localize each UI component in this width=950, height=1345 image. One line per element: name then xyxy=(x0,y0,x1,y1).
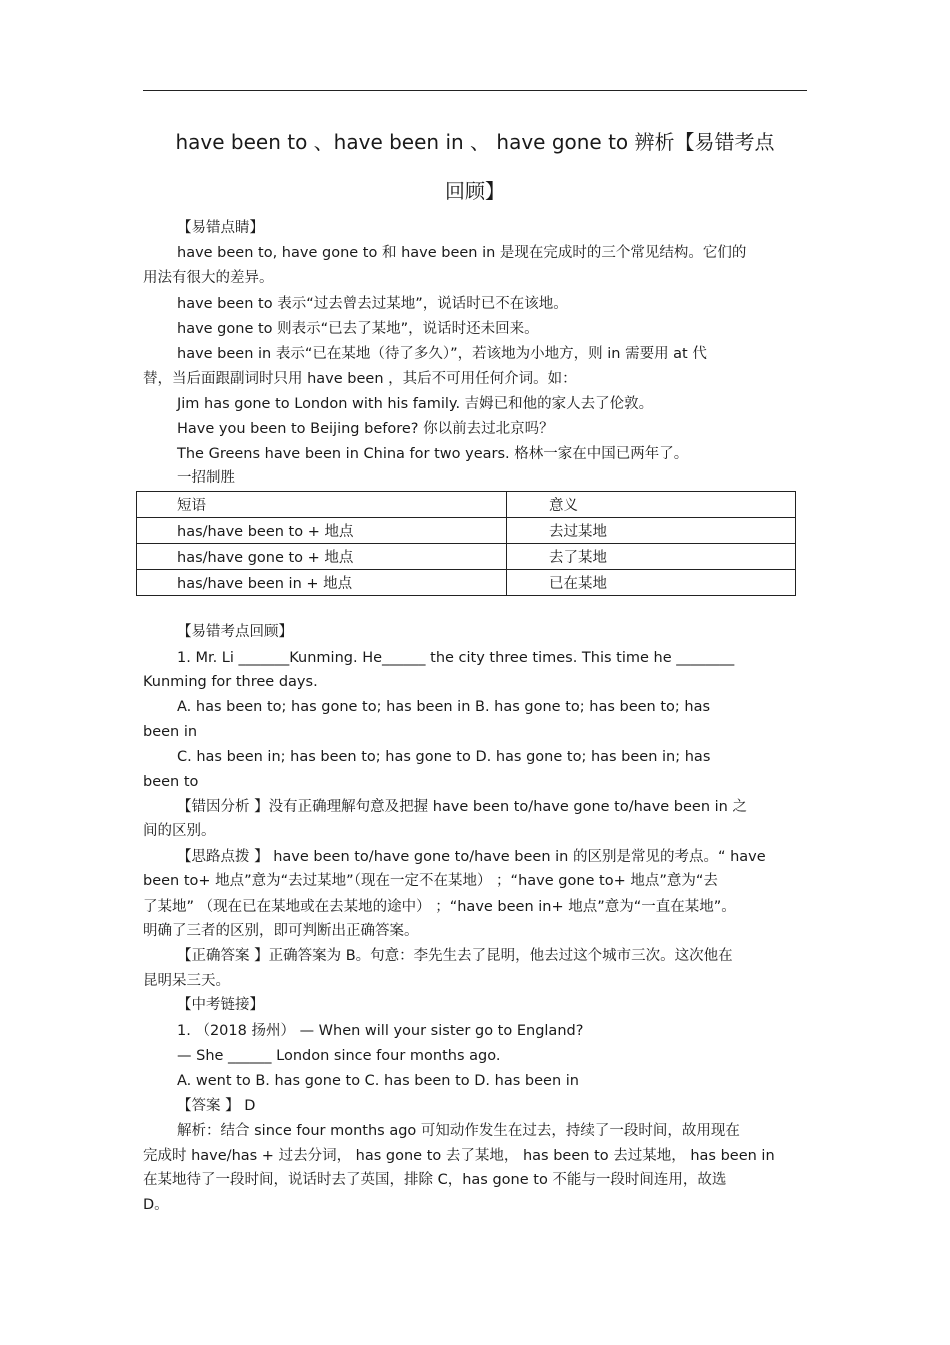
exam-answer: 【答案 】 D xyxy=(177,1098,256,1114)
table-row xyxy=(137,570,796,596)
table-cell: 已在某地 xyxy=(507,570,796,596)
solution-tip: 【思路点拨 】 have been to/have gone to/have been in 的区别是常见的考点。“ have xyxy=(177,849,766,865)
rule-been-in: have been in 表示“已在某地（待了多久）”，若该地为小地方，则 in 需要用 at 代 xyxy=(177,346,707,362)
question-1-cont: Kunming for three days. xyxy=(143,674,318,690)
page-title: have been to 、have been in 、 have gone to 辨析【易错考点 xyxy=(175,130,775,154)
page-title-cont: 回顾】 xyxy=(445,179,505,203)
table-header-cell: 意义 xyxy=(507,492,796,518)
exam-question: 1. （2018 扬州） — When will your sister go to England? xyxy=(177,1023,584,1039)
options-b-cont: been in xyxy=(143,724,198,740)
rule-gone-to: have gone to 则表示“已去了某地”，说话时还未回来。 xyxy=(177,321,539,337)
rule-been-to: have been to 表示“过去曾去过某地”，说话时已不在该地。 xyxy=(177,296,568,312)
solution-tip-cont: been to+ 地点”意为“去过某地”（现在一定不在某地） ；“have gone to+ 地点”意为“去 xyxy=(143,873,718,889)
table-cell: 去了某地 xyxy=(507,544,796,570)
table-row xyxy=(137,518,796,544)
exam-options: A. went to B. has gone to C. has been to D. has been in xyxy=(177,1073,579,1089)
intro-paragraph: have been to, have gone to 和 have been in 是现在完成时的三个常见结构。它们的 xyxy=(177,245,747,261)
table-cell: has/have been to + 地点 xyxy=(137,518,507,544)
correct-answer: 【正确答案 】正确答案为 B。句意：李先生去了昆明，他去过这个城市三次。这次他在 xyxy=(177,948,733,964)
section-heading-tips: 【易错点睛】 xyxy=(177,220,264,236)
exam-analysis-cont: 完成时 have/has + 过去分词， has gone to 去了某地， has been to 去过某地， has been in xyxy=(143,1148,775,1164)
table-caption: 一招制胜 xyxy=(177,470,235,486)
table-header-row xyxy=(137,492,796,518)
example-sentence: Jim has gone to London with his family. 吉姆已和他的家人去了伦敦。 xyxy=(177,396,654,412)
options-a-b: A. has been to; has gone to; has been in B. has gone to; has been to; has xyxy=(177,699,711,715)
exam-analysis-cont: 在某地待了一段时间，说话时去了英国，排除 C，has gone to 不能与一段时间连用，故选 xyxy=(143,1172,727,1188)
table-cell: 去过某地 xyxy=(507,518,796,544)
phrase-table xyxy=(136,491,796,596)
solution-tip-cont: 了某地” （现在已在某地或在去某地的途中） ；“have been in+ 地点”意为“一直在某地”。 xyxy=(143,899,736,915)
error-analysis: 【错因分析 】没有正确理解句意及把握 have been to/have gone to/have been in 之 xyxy=(177,799,747,815)
options-c-d: C. has been in; has been to; has gone to D. has gone to; has been in; has xyxy=(177,749,711,765)
exam-analysis: 解析：结合 since four months ago 可知动作发生在过去，持续了一段时间，故用现在 xyxy=(177,1123,740,1139)
section-heading-review: 【易错考点回顾】 xyxy=(177,624,293,640)
rule-been-in-cont: 替，当后面跟副词时只用 have been ，其后不可用任何介词。如： xyxy=(143,371,577,387)
example-sentence: Have you been to Beijing before? 你以前去过北京吗？ xyxy=(177,421,554,437)
question-1: 1. Mr. Li _______Kunming. He______ the city three times. This time he ________ xyxy=(177,650,735,666)
section-heading-exam: 【中考链接】 xyxy=(177,997,264,1013)
correct-answer-cont: 昆明呆三天。 xyxy=(143,973,230,989)
table-cell: has/have gone to + 地点 xyxy=(137,544,507,570)
table-row xyxy=(137,544,796,570)
error-analysis-cont: 间的区别。 xyxy=(143,823,216,839)
solution-tip-cont: 明确了三者的区别，即可判断出正确答案。 xyxy=(143,923,419,939)
intro-paragraph-cont: 用法有很大的差异。 xyxy=(143,270,274,286)
example-sentence: The Greens have been in China for two years. 格林一家在中国已两年了。 xyxy=(177,446,689,462)
header-rule xyxy=(143,90,807,91)
options-d-cont: been to xyxy=(143,774,199,790)
exam-question-cont: — She ______ London since four months ago. xyxy=(177,1048,501,1064)
table-header-cell: 短语 xyxy=(137,492,507,518)
exam-analysis-cont: D。 xyxy=(143,1197,169,1213)
table-cell: has/have been in + 地点 xyxy=(137,570,507,596)
